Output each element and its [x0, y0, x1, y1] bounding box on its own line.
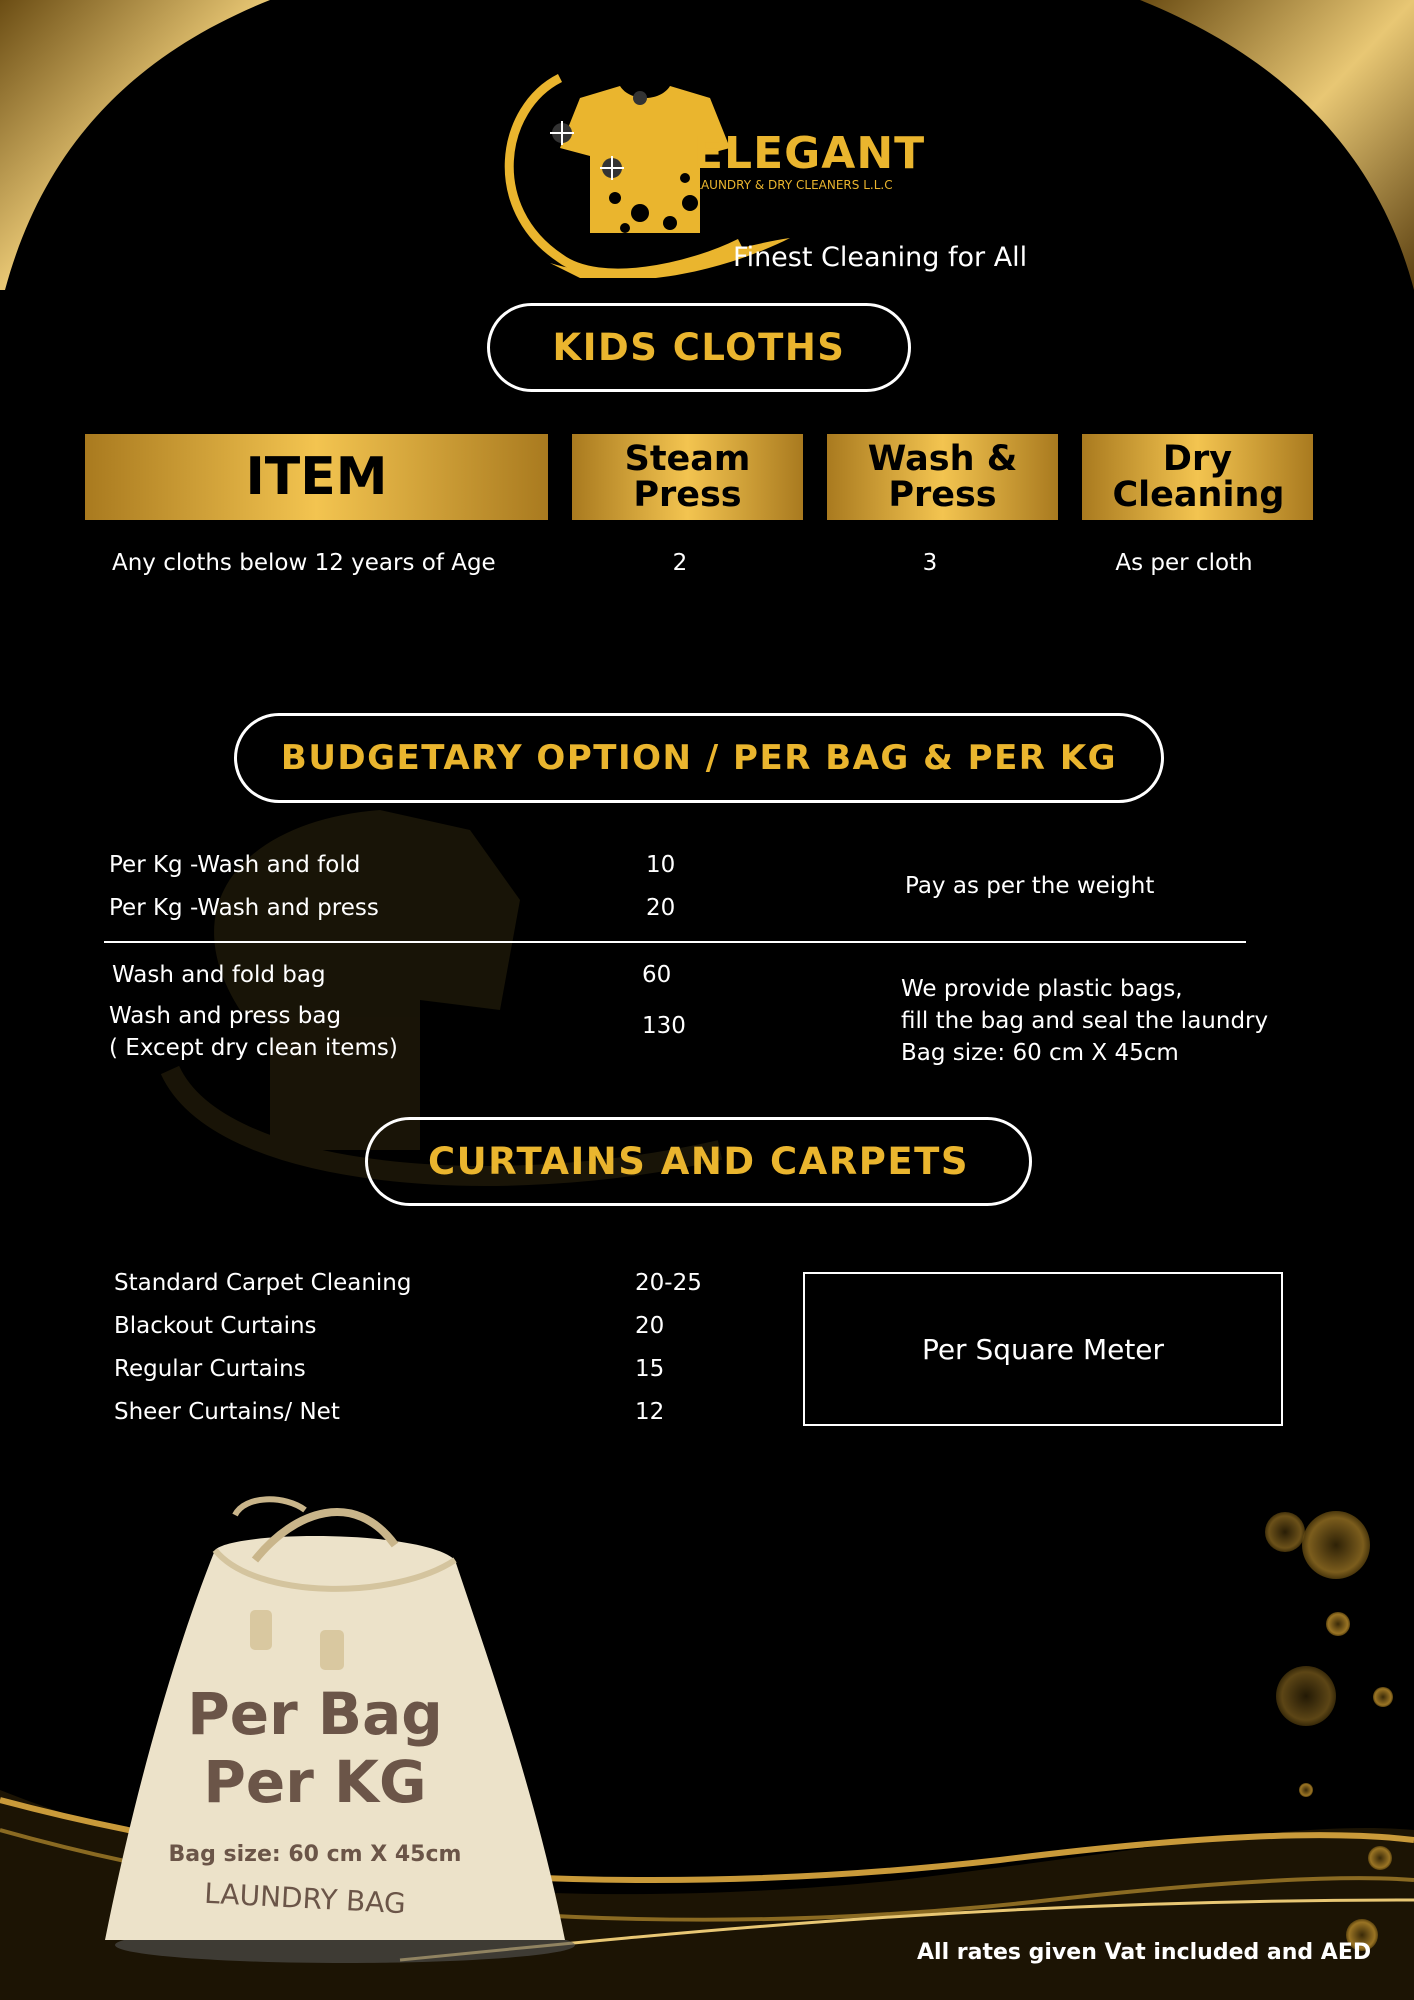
kids-steam-price: 2 — [672, 550, 688, 576]
carpet-standard-price: 20-25 — [635, 1270, 702, 1296]
bag-note-3: Bag size: 60 cm X 45cm — [901, 1040, 1179, 1066]
bag-line-1: Per Bag — [187, 1680, 443, 1748]
bag-wash-press-price: 130 — [642, 1013, 686, 1039]
kg-note: Pay as per the weight — [905, 873, 1155, 899]
laundry-bag-image — [95, 1490, 595, 1970]
kg-wash-fold-label: Per Kg -Wash and fold — [109, 852, 361, 878]
carpet-standard-label: Standard Carpet Cleaning — [114, 1270, 412, 1296]
header-item: ITEM — [85, 434, 548, 520]
sheer-label: Sheer Curtains/ Net — [114, 1399, 340, 1425]
footer-note: All rates given Vat included and AED — [917, 1940, 1372, 1965]
kids-item: Any cloths below 12 years of Age — [112, 550, 496, 576]
brand-name: ELEGANT — [693, 128, 926, 179]
bag-line-2: Per KG — [203, 1748, 427, 1816]
bag-size: Bag size: 60 cm X 45cm — [168, 1842, 462, 1867]
header-steam-press: Steam Press — [572, 434, 803, 520]
divider — [104, 941, 1246, 943]
regular-label: Regular Curtains — [114, 1356, 306, 1382]
blackout-price: 20 — [635, 1313, 665, 1339]
kids-dry-price: As per cloth — [1115, 550, 1253, 576]
header-wash-press: Wash & Press — [827, 434, 1058, 520]
regular-price: 15 — [635, 1356, 665, 1382]
blackout-label: Blackout Curtains — [114, 1313, 317, 1339]
bag-wash-press-label: Wash and press bag — [109, 1003, 342, 1029]
budget-section-title: BUDGETARY OPTION / PER BAG & PER KG — [234, 713, 1164, 803]
kids-section-title: KIDS CLOTHS — [487, 303, 911, 392]
kids-wash-price: 3 — [922, 550, 938, 576]
sheer-price: 12 — [635, 1399, 665, 1425]
unit-label: Per Square Meter — [921, 1332, 1165, 1366]
bag-note-1: We provide plastic bags, — [901, 976, 1183, 1002]
header-dry-cleaning: Dry Cleaning — [1082, 434, 1313, 520]
curtains-section-title: CURTAINS AND CARPETS — [365, 1117, 1032, 1206]
kg-wash-press-label: Per Kg -Wash and press — [109, 895, 379, 921]
kg-wash-fold-price: 10 — [646, 852, 676, 878]
bag-label: LAUNDRY BAG — [203, 1876, 407, 1921]
brand-subtitle: LAUNDRY & DRY CLEANERS L.L.C — [694, 178, 893, 192]
tagline: Finest Cleaning for All — [733, 242, 1028, 273]
unit-box — [803, 1272, 1283, 1426]
bag-wash-press-note: ( Except dry clean items) — [109, 1035, 398, 1061]
bag-wash-fold-price: 60 — [642, 962, 672, 988]
bag-note-2: fill the bag and seal the laundry — [901, 1008, 1269, 1034]
bag-wash-fold-label: Wash and fold bag — [112, 962, 326, 988]
kg-wash-press-price: 20 — [646, 895, 676, 921]
